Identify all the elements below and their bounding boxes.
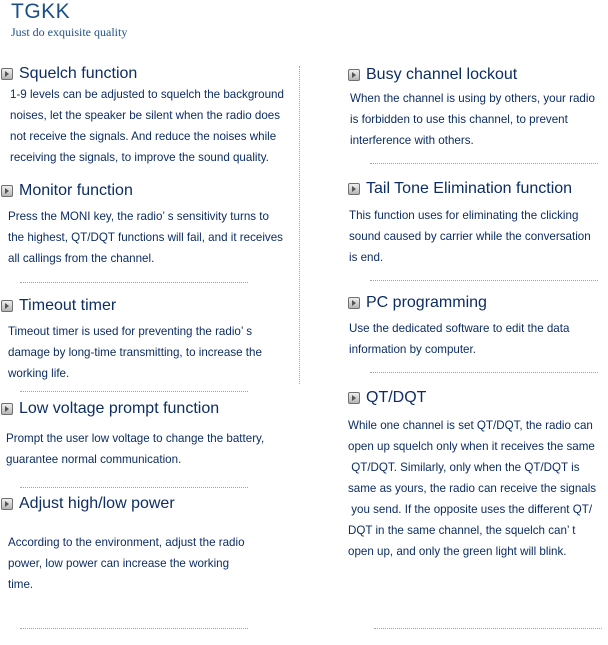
section-title: Squelch function xyxy=(19,65,138,82)
brand-header xyxy=(11,0,127,39)
bullet-icon xyxy=(1,403,13,415)
section-busy-channel xyxy=(348,65,608,151)
bullet-icon xyxy=(1,185,13,197)
body-line: Prompt the user low voltage to change the battery, xyxy=(6,432,265,445)
bullet-icon xyxy=(1,68,13,80)
body-line: sound caused by carrier while the conversation xyxy=(349,230,591,243)
body-line: DQT in the same channel, the squelch can’ t xyxy=(348,524,576,537)
body-line: same as yours, the radio can receive the signals xyxy=(348,482,597,495)
section-separator xyxy=(374,628,602,629)
body-line: not receive the signals. And reduce the noises while xyxy=(10,130,277,143)
brand-tagline: Just do exquisite quality xyxy=(11,25,128,39)
section-power xyxy=(1,494,301,595)
section-body xyxy=(6,428,301,470)
body-line: time. xyxy=(8,578,34,591)
section-separator xyxy=(20,487,248,488)
body-line: all callings from the channel. xyxy=(8,252,155,265)
section-separator xyxy=(370,372,598,373)
section-heading xyxy=(348,65,608,85)
section-low-voltage xyxy=(1,399,301,470)
section-heading xyxy=(1,399,301,419)
bullet-icon xyxy=(1,498,13,510)
bullet-icon xyxy=(348,297,360,309)
section-heading xyxy=(1,181,301,201)
body-line: receiving the signals, to improve the sound quality. xyxy=(10,151,269,164)
body-line: When the channel is using by others, your radio xyxy=(350,92,595,105)
section-body xyxy=(349,205,608,268)
section-separator xyxy=(20,282,248,283)
body-line: working life. xyxy=(8,367,70,380)
section-timeout xyxy=(1,296,301,384)
body-line: information by computer. xyxy=(349,343,476,356)
section-separator xyxy=(20,391,248,392)
section-tail-tone xyxy=(348,179,608,268)
body-line: is end. xyxy=(349,251,384,264)
body-line: QT/DQT. Similarly, only when the QT/DQT is xyxy=(348,461,580,474)
body-line: Press the MONI key, the radio’ s sensitivity turns to xyxy=(8,210,269,223)
section-separator xyxy=(20,628,248,629)
section-heading xyxy=(1,494,301,514)
body-line: Use the dedicated software to edit the data xyxy=(349,322,570,335)
bullet-icon xyxy=(1,300,13,312)
section-title: QT/DQT xyxy=(366,389,427,406)
section-pc-programming xyxy=(348,293,608,360)
section-body xyxy=(8,321,301,384)
section-heading xyxy=(348,293,608,313)
body-line: open up, and only the green light will blink. xyxy=(348,545,567,558)
body-line: open up squelch only when it receives the same xyxy=(348,440,595,453)
brand-name: TGKK xyxy=(11,0,71,23)
section-body xyxy=(8,206,301,269)
body-line: According to the environment, adjust the radio xyxy=(8,536,245,549)
bullet-icon xyxy=(348,69,360,81)
body-line: guarantee normal communication. xyxy=(6,453,182,466)
section-monitor xyxy=(1,181,301,269)
bullet-icon xyxy=(348,392,360,404)
section-title: Timeout timer xyxy=(19,297,117,314)
bullet-icon xyxy=(348,183,360,195)
body-line: power, low power can increase the working xyxy=(8,557,230,570)
body-line: noises, let the speaker be silent when the radio does xyxy=(10,109,281,122)
section-heading xyxy=(1,296,301,316)
section-body xyxy=(10,84,301,168)
body-line: While one channel is set QT/DQT, the radio can xyxy=(348,419,593,432)
section-title: Low voltage prompt function xyxy=(19,400,220,417)
section-body xyxy=(350,88,608,151)
body-line: This function uses for eliminating the clicking xyxy=(349,209,579,222)
body-line: is forbidden to use this channel, to prevent xyxy=(350,113,568,126)
body-line: the highest, QT/DQT functions will fail, and it receives xyxy=(8,231,283,244)
section-squelch xyxy=(1,64,301,168)
body-line: 1-9 levels can be adjusted to squelch the background xyxy=(10,88,284,101)
section-separator xyxy=(370,163,598,164)
section-body xyxy=(348,415,608,562)
section-body xyxy=(8,532,301,595)
body-line: damage by long-time transmitting, to increase the xyxy=(8,346,262,359)
section-title: PC programming xyxy=(366,294,487,311)
section-heading xyxy=(348,179,608,199)
body-line: interference with others. xyxy=(350,134,474,147)
section-title: Monitor function xyxy=(19,182,133,199)
section-title: Adjust high/low power xyxy=(19,495,175,512)
section-title: Tail Tone Elimination function xyxy=(366,180,573,197)
section-heading xyxy=(1,64,301,84)
section-body xyxy=(349,318,608,360)
section-title: Busy channel lockout xyxy=(366,66,518,83)
section-separator xyxy=(370,280,598,281)
section-heading xyxy=(348,388,608,408)
section-qt-dqt xyxy=(348,388,608,562)
body-line: you send. If the opposite uses the different QT/ xyxy=(348,503,593,516)
body-line: Timeout timer is used for preventing the radio’ s xyxy=(8,325,253,338)
